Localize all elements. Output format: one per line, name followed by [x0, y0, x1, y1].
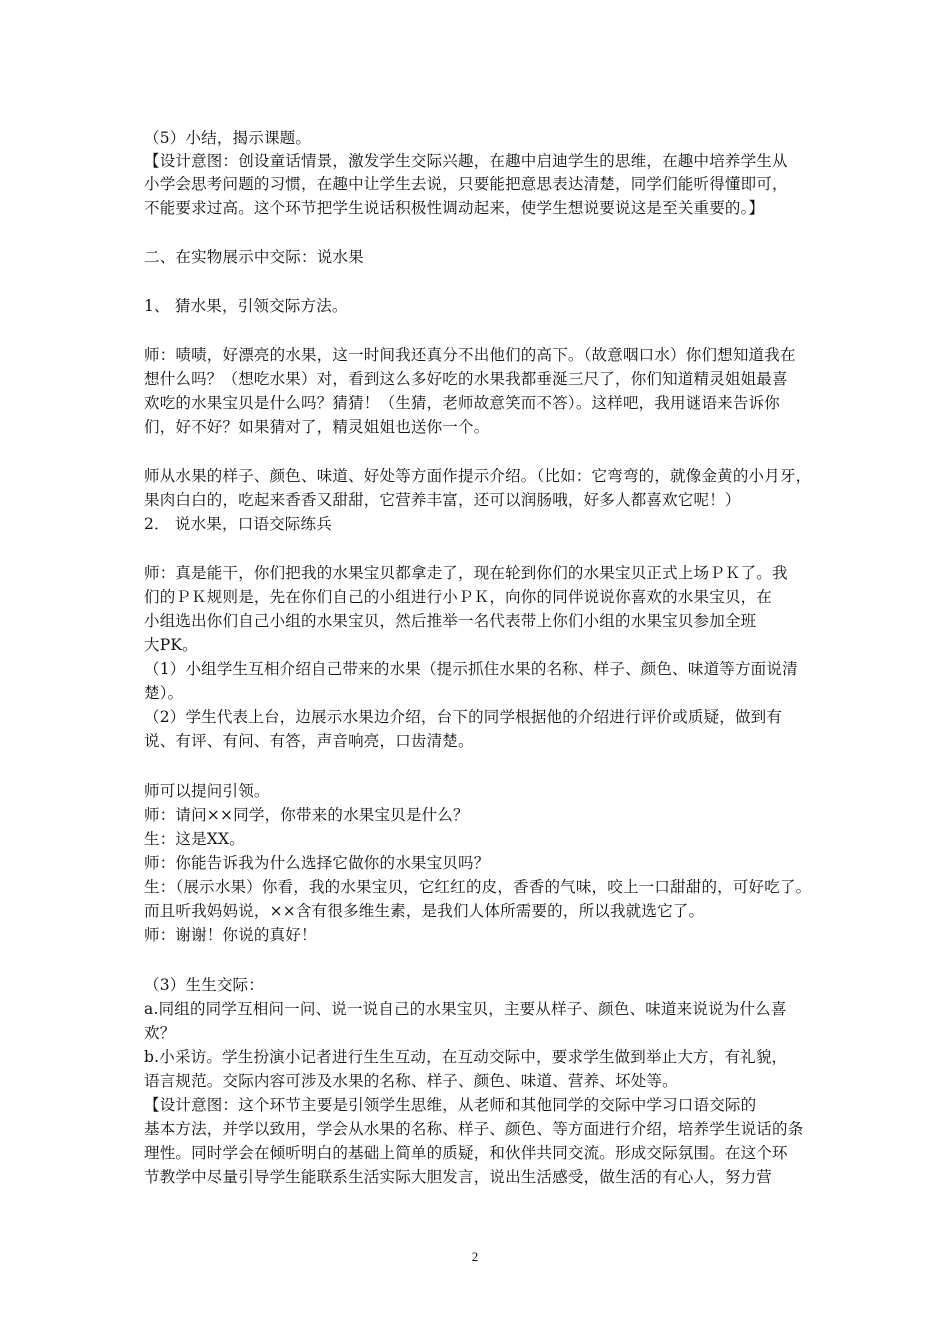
paragraph-line: 楚）。: [144, 684, 184, 702]
paragraph-line: 不能要求过高。这个环节把学生说话积极性调动起来，使学生想说要说这是至关重要的。】: [144, 199, 765, 217]
paragraph-line: （2）学生代表上台，边展示水果边介绍，台下的同学根据他的介绍进行评价或质疑，做到有: [144, 708, 783, 726]
paragraph-line: 大PK。: [144, 636, 198, 654]
paragraph-line: 师可以提问引领。: [144, 782, 270, 800]
paragraph-line: 【设计意图：创设童话情景，激发学生交际兴趣，在趣中启迪学生的思维，在趣中培养学生从: [144, 152, 788, 170]
paragraph-line: （1）小组学生互相介绍自己带来的水果（提示抓住水果的名称、样子、颜色、味道等方面说清: [144, 660, 798, 678]
page-number: 2: [471, 1249, 479, 1264]
paragraph-line: 说、有评、有问、有答，声音响亮，口齿清楚。: [144, 732, 474, 750]
paragraph-line: 想什么吗？（想吃水果）对，看到这么多好吃的水果我都垂涎三尺了，你们知道精灵姐姐最喜: [144, 370, 788, 388]
dialogue-line: 师：谢谢！你说的真好！: [144, 926, 317, 944]
paragraph-line: 理性。同时学会在倾听明白的基础上简单的质疑，和伙伴共同交流。形成交际氛围。在这个环: [144, 1144, 788, 1162]
paragraph-line: 们的ＰＫ规则是，先在你们自己的小组进行小ＰＫ，向你的同伴说说你喜欢的水果宝贝，在: [144, 588, 773, 606]
paragraph-line: 师：啧啧，好漂亮的水果，这一时间我还真分不出他们的高下。（故意咽口水）你们想知道我在: [144, 346, 796, 364]
dialogue-line: 而且听我妈妈说，××含有很多维生素，是我们人体所需要的，所以我就选它了。: [144, 902, 705, 920]
dialogue-line: 师：你能告诉我为什么选择它做你的水果宝贝吗？: [144, 854, 490, 872]
dialogue-line: 生：（展示水果）你看，我的水果宝贝，它红红的皮，香香的气味，咬上一口甜甜的，可好吃了。: [144, 878, 812, 896]
paragraph-line: 小组选出你们自己小组的水果宝贝，然后推举一名代表带上你们小组的水果宝贝参加全班: [144, 612, 757, 630]
subsection-heading: （3）生生交际：: [144, 976, 264, 994]
subsection-heading: 2． 说水果，口语交际练兵: [144, 515, 332, 533]
paragraph-line: 语言规范。交际内容可涉及水果的名称、样子、颜色、味道、营养、坏处等。: [144, 1072, 678, 1090]
section-heading: 二、在实物展示中交际：说水果: [144, 248, 364, 266]
subsection-heading: 1、 猜水果，引领交际方法。: [144, 297, 348, 315]
paragraph-line: 师：真是能干，你们把我的水果宝贝都拿走了，现在轮到你们的水果宝贝正式上场ＰＫ了。我: [144, 564, 788, 582]
dialogue-line: 生：这是XX。: [144, 830, 245, 848]
paragraph-line: 小学会思考问题的习惯，在趣中让学生去说，只要能把意思表达清楚，同学们能听得懂即可，: [144, 175, 788, 193]
paragraph-line: 师从水果的样子、颜色、味道、好处等方面作提示介绍。（比如：它弯弯的，就像金黄的小月牙，: [144, 467, 812, 485]
paragraph-line: b.小采访。学生扮演小记者进行生生互动，在互动交际中，要求学生做到举止大方，有礼貌，: [144, 1048, 788, 1066]
paragraph-line: a.同组的同学互相问一问、说一说自己的水果宝贝，主要从样子、颜色、味道来说说为什么喜: [144, 1000, 787, 1018]
paragraph-line: 基本方法，并学以致用，学会从水果的名称、样子、颜色、等方面进行介绍，培养学生说话的条: [144, 1120, 804, 1138]
paragraph-line: 节教学中尽量引导学生能联系生活实际大胆发言，说出生活感受，做生活的有心人，努力营: [144, 1168, 773, 1186]
paragraph-line: 欢？: [144, 1024, 176, 1042]
dialogue-line: 师：请问××同学，你带来的水果宝贝是什么？: [144, 806, 469, 824]
paragraph-line: 【设计意图：这个环节主要是引领学生思维，从老师和其他同学的交际中学习口语交际的: [144, 1096, 757, 1114]
paragraph-line: 欢吃的水果宝贝是什么吗？猜猜！（生猜，老师故意笑而不答）。这样吧，我用谜语来告诉你: [144, 394, 780, 412]
paragraph-line: 们，好不好？如果猜对了，精灵姐姐也送你一个。: [144, 418, 490, 436]
paragraph-line: 果肉白白的，吃起来香香又甜甜，它营养丰富，还可以润肠哦，好多人都喜欢它呢！）: [144, 491, 741, 509]
paragraph-line: （5）小结，揭示课题。: [144, 129, 312, 147]
